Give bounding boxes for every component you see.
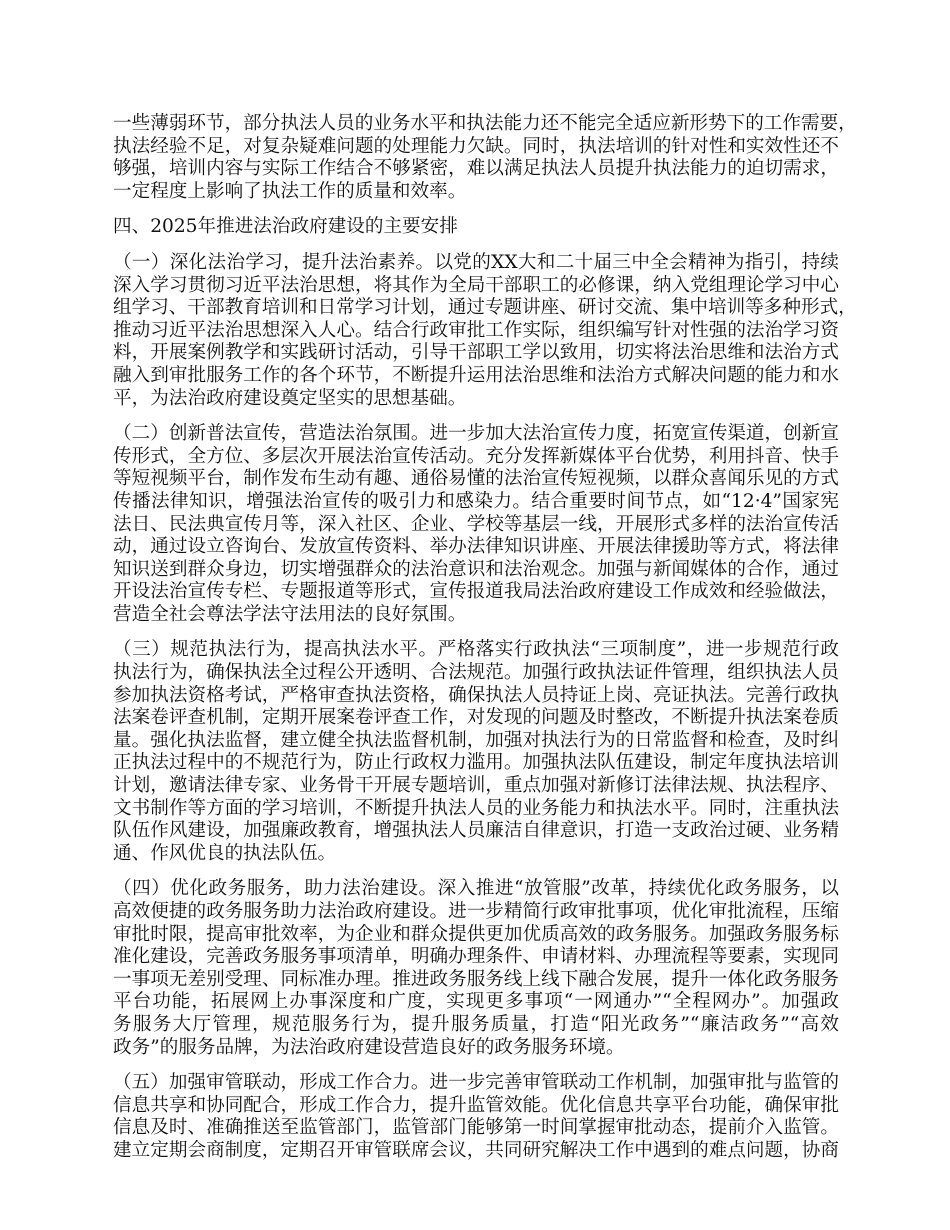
text-line: 队伍作风建设，加强廉政教育，增强执法人员廉洁自律意识，打造一支政治过硬、业务精 — [113, 820, 839, 842]
text-line: 组学习、干部教育培训和日常学习计划，通过专题讲座、研讨交流、集中培训等多种形式， — [113, 297, 857, 319]
text-line: 执法经验不足，对复杂疑难问题的处理能力欠缺。同时，执法培训的针对性和实效性还不 — [113, 135, 839, 157]
text-line: 文书制作等方面的学习培训，不断提升执法人员的业务能力和执法水平。同时，注重执法 — [113, 797, 839, 819]
text-line: （五）加强审管联动，形成工作合力。进一步完善审管联动工作机制，加强审批与监管的 — [113, 1072, 839, 1094]
text-line: 法案卷评查机制，定期开展案卷评查工作，对发现的问题及时整改，不断提升执法案卷质 — [113, 707, 839, 729]
text-line: 知识送到群众身边，切实增强群众的法治意识和法治观念。加强与新闻媒体的合作，通过 — [113, 558, 839, 580]
paragraph — [113, 423, 839, 626]
text-line: 一事项无差别受理、同标准办理。推进政务服务线上线下融合发展，提升一体化政务服务 — [113, 968, 839, 990]
paragraph — [113, 251, 857, 410]
text-line: 信息共享和协同配合，形成工作合力，提升监管效能。优化信息共享平台功能，确保审批 — [113, 1094, 839, 1116]
text-line: 建立定期会商制度，定期召开审管联席会议，共同研究解决工作中遇到的难点问题，协商 — [113, 1139, 839, 1161]
text-line: 开设法治宣传专栏、专题报道等形式，宣传报道我局法治政府建设工作成效和经验做法， — [113, 581, 839, 603]
text-line: 料，开展案例教学和实践研讨活动，引导干部职工学以致用，切实将法治思维和法治方式 — [113, 342, 839, 364]
text-line: 信息及时、准确推送至监管部门，监管部门能够第一时间掌握审批动态，提前介入监管。 — [113, 1117, 839, 1139]
document-page — [113, 113, 857, 1176]
text-line: 计划，邀请法律专家、业务骨干开展专题培训，重点加强对新修订法律法规、执法程序、 — [113, 775, 839, 797]
text-line: 一定程度上影响了执法工作的质量和效率。 — [113, 180, 467, 202]
text-line: 审批时限，提高审批效率，为企业和群众提供更加优质高效的政务服务。加强政务服务标 — [113, 923, 839, 945]
text-line: 一些薄弱环节，部分执法人员的业务水平和执法能力还不能完全适应新形势下的工作需要， — [113, 113, 857, 134]
text-line: 等短视频平台，制作发布生动有趣、通俗易懂的法治宣传短视频，以群众喜闻乐见的方式 — [113, 468, 839, 490]
text-line: （一）深化法治学习，提升法治素养。以党的XX大和二十届三中全会精神为指引，持续 — [113, 251, 839, 273]
text-line: 推动习近平法治思想深入人心。结合行政审批工作实际，组织编写针对性强的法治学习资 — [113, 319, 839, 341]
text-line: 够强，培训内容与实际工作结合不够紧密，难以满足执法人员提升执法能力的迫切需求， — [113, 158, 839, 180]
paragraph — [113, 113, 857, 203]
text-line: 通、作风优良的执法队伍。 — [113, 842, 337, 864]
text-line: 正执法过程中的不规范行为，防止行政权力滥用。加强执法队伍建设，制定年度执法培训 — [113, 752, 839, 774]
text-line: 传形式，全方位、多层次开展法治宣传活动。充分发挥新媒体平台优势，利用抖音、快手 — [113, 445, 839, 467]
text-line: 营造全社会尊法学法守法用法的良好氛围。 — [113, 603, 467, 625]
section-heading — [113, 216, 839, 239]
text-line: 执法行为，确保执法全过程公开透明、合法规范。加强行政执法证件管理，组织执法人员 — [113, 662, 839, 684]
text-line: 平台功能，拓展网上办事深度和广度，实现更多事项“一网通办”“全程网办”。加强政 — [113, 991, 839, 1013]
text-line: （四）优化政务服务，助力法治建设。深入推进“放管服”改革，持续优化政务服务，以 — [113, 878, 839, 900]
text-line: 政务”的服务品牌，为法治政府建设营造良好的政务服务环境。 — [113, 1036, 625, 1058]
paragraph — [113, 878, 839, 1059]
text-line: 四、2025年推进法治政府建设的主要安排 — [113, 216, 458, 238]
paragraph — [113, 1072, 839, 1162]
text-line: （二）创新普法宣传，营造法治氛围。进一步加大法治宣传力度，拓宽宣传渠道，创新宣 — [113, 423, 839, 445]
text-line: 深入学习贯彻习近平法治思想，将其作为全局干部职工的必修课，纳入党组理论学习中心 — [113, 274, 839, 296]
text-line: （三）规范执法行为，提高执法水平。严格落实行政执法“三项制度”，进一步规范行政 — [113, 639, 839, 661]
text-line: 融入到审批服务工作的各个环节，不断提升运用法治思维和法治方式解决问题的能力和水 — [113, 364, 839, 386]
text-line: 务服务大厅管理，规范服务行为，提升服务质量，打造“阳光政务”“廉洁政务”“高效 — [113, 1013, 839, 1035]
text-line: 参加执法资格考试，严格审查执法资格，确保执法人员持证上岗、亮证执法。完善行政执 — [113, 684, 839, 706]
text-line: 平，为法治政府建设奠定坚实的思想基础。 — [113, 387, 467, 409]
text-line: 量。强化执法监督，建立健全执法监督机制，加强对执法行为的日常监督和检查，及时纠 — [113, 729, 839, 751]
text-line: 传播法律知识，增强法治宣传的吸引力和感染力。结合重要时间节点，如“12·4”国家宪 — [113, 490, 839, 512]
paragraph — [113, 639, 839, 865]
text-line: 动，通过设立咨询台、发放宣传资料、举办法律知识讲座、开展法律援助等方式，将法律 — [113, 536, 839, 558]
text-line: 准化建设，完善政务服务事项清单，明确办理条件、申请材料、办理流程等要素，实现同 — [113, 946, 839, 968]
text-line: 高效便捷的政务服务助力法治政府建设。进一步精简行政审批事项，优化审批流程，压缩 — [113, 901, 839, 922]
text-line: 法日、民法典宣传月等，深入社区、企业、学校等基层一线，开展形式多样的法治宣传活 — [113, 513, 839, 535]
